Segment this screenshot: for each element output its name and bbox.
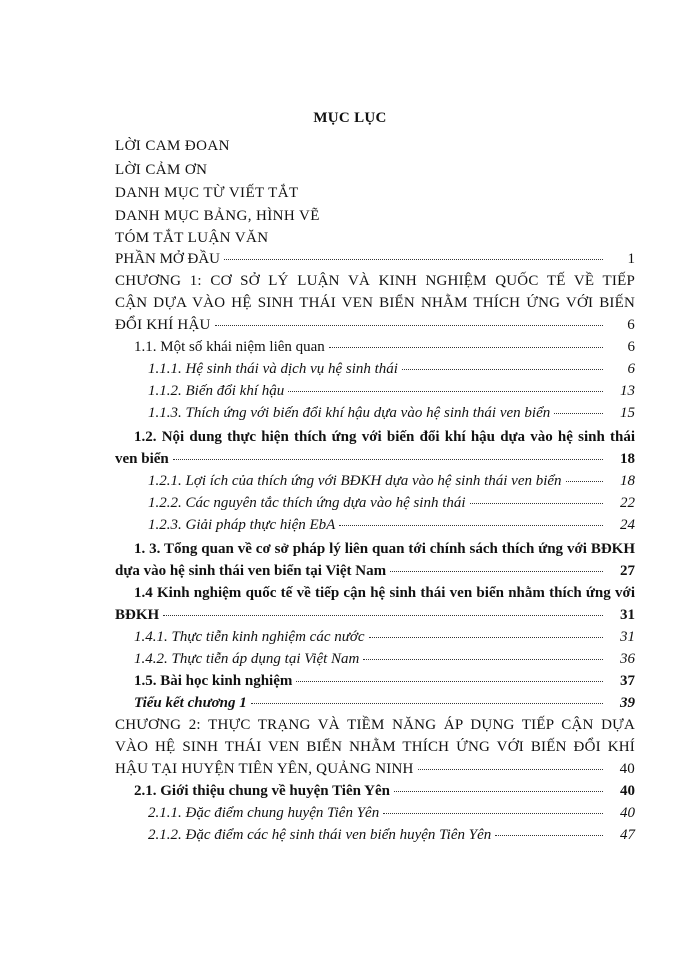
toc-page-number: 22 [620, 495, 635, 511]
toc-page-number: 37 [620, 673, 635, 689]
toc-page-number: 40 [620, 805, 635, 821]
dot-leader [215, 324, 603, 326]
toc-page-number: 40 [619, 761, 635, 777]
toc-chapter-2-line-1: CHƯƠNG 2: THỰC TRẠNG VÀ TIỀM NĂNG ÁP DỤNG TIẾP CẬN DỰA [115, 717, 635, 733]
dot-leader [394, 790, 603, 792]
dot-leader [495, 834, 603, 836]
front-matter-item: TÓM TẮT LUẬN VĂN [115, 230, 269, 246]
toc-entry-text: 1.1.3. Thích ứng với biến đổi khí hậu dựa vào hệ sinh thái ven biển [148, 405, 551, 421]
toc-subsection-1-2-1 [148, 473, 635, 490]
toc-section-1-1 [134, 339, 635, 356]
front-matter-item: LỜI CẢM ƠN [115, 162, 208, 178]
toc-page-number: 18 [620, 473, 635, 489]
toc-page-number: 39 [620, 695, 635, 711]
toc-section-1-2-line-1: 1.2. Nội dung thực hiện thích ứng với biến đổi khí hậu dựa vào hệ sinh thái [134, 429, 635, 445]
toc-page-number: 47 [620, 827, 635, 843]
toc-entry-text: ĐỔI KHÍ HẬU [115, 317, 211, 333]
toc-entry-text: dựa vào hệ sinh thái ven biển tại Việt Nam [115, 563, 387, 579]
toc-entry-text: 1.4.1. Thực tiễn kinh nghiệm các nước [134, 629, 365, 645]
toc-section-1-4-line-1: 1.4 Kinh nghiệm quốc tế về tiếp cận hệ sinh thái ven biển nhằm thích ứng với [134, 585, 635, 601]
toc-subsection-1-4-2 [134, 651, 635, 668]
toc-page-number: 27 [620, 563, 635, 579]
front-matter-item: LỜI CAM ĐOAN [115, 138, 230, 154]
toc-page-number: 31 [620, 607, 635, 623]
toc-subsection-1-1-1 [148, 361, 635, 378]
dot-leader [554, 412, 603, 414]
toc-subsection-1-2-2 [148, 495, 635, 512]
toc-entry-text: 1.5. Bài học kinh nghiệm [134, 673, 293, 689]
toc-page-number: 6 [627, 361, 635, 377]
dot-leader [224, 258, 603, 260]
toc-subsection-2-1-1 [148, 805, 635, 822]
toc-page-number: 6 [627, 317, 635, 333]
toc-entry-text: Tiểu kết chương 1 [134, 695, 247, 711]
toc-chapter-1-line-1: CHƯƠNG 1: CƠ SỞ LÝ LUẬN VÀ KINH NGHIỆM QUỐC TẾ VỀ TIẾP [115, 273, 635, 289]
dot-leader [418, 768, 603, 770]
toc-subsection-2-1-2 [148, 827, 635, 844]
toc-entry-text: 1.2.1. Lợi ích của thích ứng với BĐKH dựa vào hệ sinh thái ven biển [148, 473, 562, 489]
toc-entry-text: 2.1.2. Đặc điểm các hệ sinh thái ven biển huyện Tiên Yên [148, 827, 492, 843]
front-matter-item: DANH MỤC TỪ VIẾT TẮT [115, 185, 299, 201]
toc-subsection-1-4-1 [134, 629, 635, 646]
toc-page-number: 18 [620, 451, 635, 467]
toc-entry-text: PHẦN MỞ ĐẦU [115, 251, 221, 267]
toc-entry-text: 1.2.2. Các nguyên tắc thích ứng dựa vào hệ sinh thái [148, 495, 466, 511]
toc-section-1-3-line-2 [115, 563, 635, 580]
toc-section-1-2-line-2 [115, 451, 635, 468]
toc-entry-text: 2.1.1. Đặc điểm chung huyện Tiên Yên [148, 805, 380, 821]
toc-entry-intro [115, 251, 635, 268]
toc-subsection-1-1-2 [148, 383, 635, 400]
dot-leader [390, 570, 603, 572]
dot-leader [363, 658, 603, 660]
dot-leader [173, 458, 603, 460]
dot-leader [566, 480, 603, 482]
toc-entry-text: ven biển [115, 451, 169, 467]
dot-leader [383, 812, 603, 814]
toc-chapter-1-line-2: CẬN DỰA VÀO HỆ SINH THÁI VEN BIỂN NHẰM THÍCH ỨNG VỚI BIẾN [115, 295, 635, 311]
dot-leader [251, 702, 603, 704]
toc-section-1-3-line-1: 1. 3. Tổng quan về cơ sở pháp lý liên quan tới chính sách thích ứng với BĐKH [134, 541, 635, 557]
dot-leader [329, 346, 603, 348]
front-matter-item: DANH MỤC BẢNG, HÌNH VẼ [115, 208, 320, 224]
toc-chapter-2-line-3 [115, 761, 635, 778]
toc-page-number: 31 [620, 629, 635, 645]
toc-entry-text: 2.1. Giới thiệu chung về huyện Tiên Yên [134, 783, 390, 799]
toc-section-1-4-line-2 [115, 607, 635, 624]
toc-entry-text: BĐKH [115, 607, 160, 623]
toc-entry-text: 1.1. Một số khái niệm liên quan [134, 339, 325, 355]
toc-page-number: 6 [627, 339, 635, 355]
toc-entry-text: 1.1.2. Biến đổi khí hậu [148, 383, 285, 399]
dot-leader [296, 680, 603, 682]
toc-chapter-1-summary [134, 695, 635, 712]
toc-section-1-5 [134, 673, 635, 690]
toc-page-number: 40 [620, 783, 635, 799]
toc-entry-text: 1.4.2. Thực tiễn áp dụng tại Việt Nam [134, 651, 360, 667]
toc-page-number: 15 [620, 405, 635, 421]
toc-section-2-1 [134, 783, 635, 800]
dot-leader [288, 390, 603, 392]
toc-page-number: 13 [620, 383, 635, 399]
dot-leader [470, 502, 603, 504]
dot-leader [339, 524, 603, 526]
toc-entry-text: HẬU TẠI HUYỆN TIÊN YÊN, QUẢNG NINH [115, 761, 414, 777]
toc-entry-text: 1.2.3. Giải pháp thực hiện EbA [148, 517, 336, 533]
toc-title: MỤC LỤC [313, 110, 387, 126]
dot-leader [163, 614, 603, 616]
toc-chapter-2-line-2: VÀO HỆ SINH THÁI VEN BIỂN NHẰM THÍCH ỨNG VỚI BIẾN ĐỔI KHÍ [115, 739, 635, 755]
toc-page-number: 36 [620, 651, 635, 667]
toc-chapter-1-line-3 [115, 317, 635, 334]
toc-entry-text: 1.1.1. Hệ sinh thái và dịch vụ hệ sinh thái [148, 361, 398, 377]
toc-subsection-1-1-3 [148, 405, 635, 422]
toc-subsection-1-2-3 [148, 517, 635, 534]
dot-leader [369, 636, 603, 638]
dot-leader [402, 368, 603, 370]
toc-page-number: 24 [620, 517, 635, 533]
toc-page-number: 1 [627, 251, 635, 267]
